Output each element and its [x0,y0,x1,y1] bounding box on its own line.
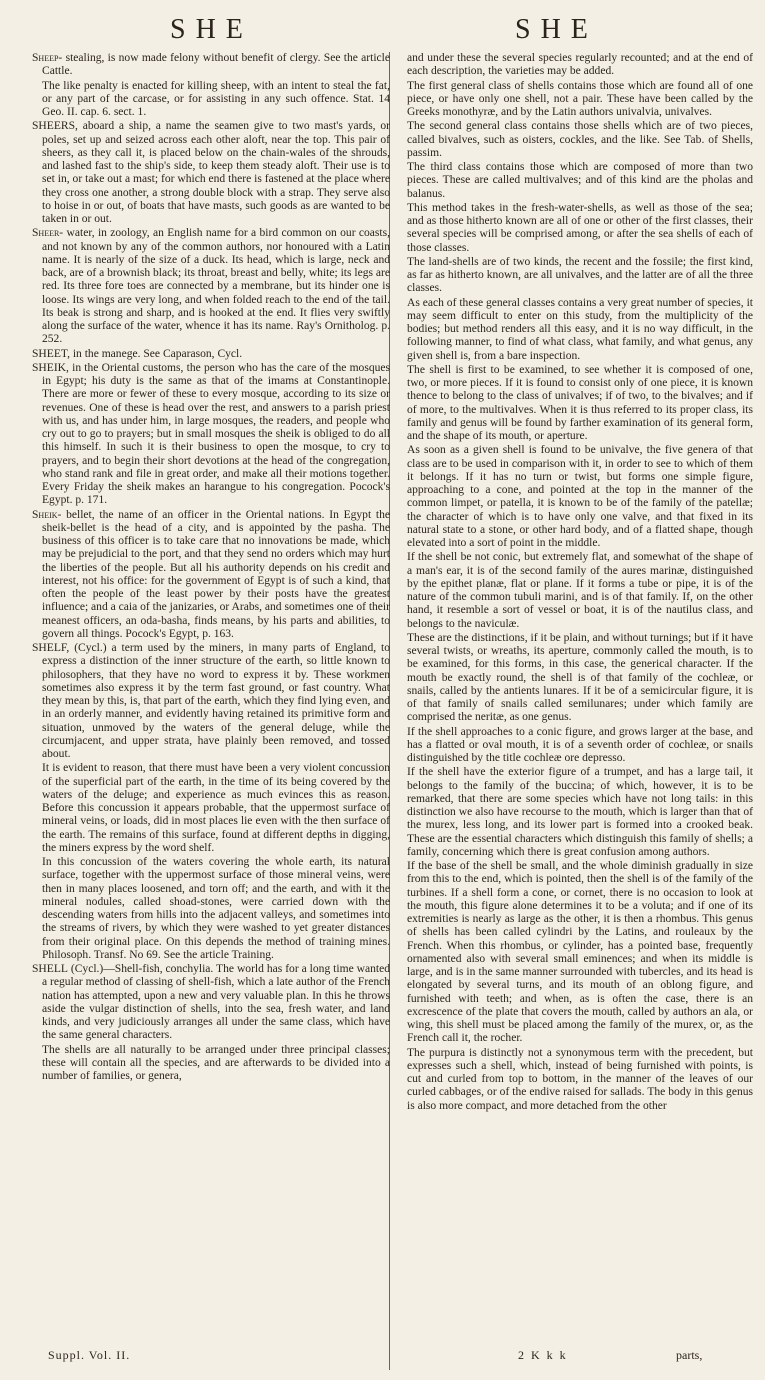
entry-headword: Sheep- [32,52,63,64]
paragraph: and under these the several species regularly recounted; and at the end of each description, the varieties may be added. [407,52,753,78]
dictionary-entry [32,80,390,120]
entry-headword: SHEIK, [32,361,69,374]
paragraph: The land-shells are of two kinds, the recent and the fossile; the first kind, as far as hitherto known, are all univalves, and the latter are of all the three classes. [407,255,753,295]
paragraph: The third class contains those which are composed of more than two pieces. These are called multivalves; and of this kind are the pholas and balanus. [407,161,753,200]
dictionary-entry [32,963,390,1043]
entry-text: (Cycl.)—Shell-fish, conchylia. The world has for a long time wanted a regular method of classing of shell-fish, which a late author of the French nation has attempted, upon a new and very valuable plan. In this he throws aside the vulgar distinction of shells, into the sea, fresh water, and land kinds, and very judiciously arranges all under the same class, which have the same general characters. [42,963,390,1042]
dictionary-entry [32,227,390,346]
entry-headword: Sheer- [32,227,64,240]
dictionary-entry [32,52,390,79]
paragraph: If the shell approaches to a conic figure, and grows larger at the base, and has a flatted or oval mouth, it is of a seventh order of cochleæ, or snails distinguished by the title cochleæ ore depresso. [407,725,753,764]
paragraph: The first general class of shells contains those which are found all of one piece, or have only one shell, not a pair. These have been called by the Greeks monothyræ, and by the Latin authors univalvia, univalves. [407,79,753,118]
entry-text: The like penalty is enacted for killing sheep, with an intent to steal the fat, or any part of the carcase, or for assisting in any such offence. Stat. 14 Geo. II. cap. 6. sect. 1. [42,79,390,118]
entry-headword: SHELL [32,963,68,975]
dictionary-entry [32,509,390,642]
right-column [397,52,753,1114]
paragraph: The shell is first to be examined, to see whether it is composed of one, two, or more pieces. If it is found to consist only of one piece, it is known thence to belong to the class of univalves; if of two, to the bivalves; and if of more, to the multivalves. When it is thus referred to its proper class, its family and genus will be found by farther examination of its general form, and the shape of its mouth, or aperture. [407,363,753,442]
paragraph: The purpura is distinctly not a synonymous term with the precedent, but expresses such a shell, which, instead of being furnished with points, is cut and curled from top to bottom, in the manner of the leaves of our curled cabbages, or of the endive raised for sallads. The body in this genus is also more compact, and more detached from the other [407,1046,753,1112]
paragraph: If the base of the shell be small, and the whole diminish gradually in size from this to the end, which is pointed, then the shell is of the family of the turbines. If a shell form a cone, or cornet, there is no occasion to look at the mouth, this figure alone determines it to be a voluta; and if one of its extremities is nearly as large as the other, it is then a rhombus. This genus of shells has been called cylindri by the Latins, and rouleaux by the French. When this rhombus, or cylinder, has a pointed base, frequently ornamented also with several small eminences; and when its middle is large, and is in the same manner surrounded with tubercles, and its head is elongated by several turns, and its mouth of an oblong figure, and furnished with teeth; and when, as is often the case, there is an excrescence of the plate that covers the mouth, called by authors an ala, or wing, this shell must be placed among the family of the murex, or, as the French call it, the rocher. [407,860,753,1045]
paragraph: As each of these general classes contains a very great number of species, it may seem difficult to enter on this study, from the multiplicity of the bodies; but method renders all this easy, and it is no way difficult, in the following manner, to find of what class, what family, and what genus, any given shell is, from a bare inspection. [407,296,753,362]
entry-headword: Sheik- [32,508,62,521]
entry-text: in the Oriental customs, the person who has the care of the mosques in Egypt; his duty is the same as that of the imams at Constantinople. There are more or fewer of these to every mosque, according to its size or revenues. One of these is head over the rest, and answers to a parish priest with us, and has under him, in large mosques, the readers, and people who cry out to go to prayers; but in small mosques the sheik is obliged to do all this himself. In such it is their business to open the mosque, to cry to prayers, and to begin their short devotions at the head of the congregation, who stand rank and file in great order, and make all their motions together. Every Friday the sheik makes an harangue to his congregation. Pocock's Egypt. p. 171. [42,361,390,507]
dictionary-entry [32,362,390,508]
entry-text: (Cycl.) a term used by the miners, in many parts of England, to express a distinction of the inner structure of the earth, so little known to philosophers, that they have no word to express it by. These workmen sometimes also express it by the term fast ground, or fast country. What they mean by this, is, that part of the earth, which they find lying even, and in an orderly manner, and evidently having retained its primitive form and situation, unmoved by the waters of the general deluge, while the circumjacent, and upper strata, have plainly been removed, and tossed about. [42,642,390,760]
running-header [0,14,765,48]
paragraph: If the shell have the exterior figure of a trumpet, and has a large tail, it belongs to the family of the buccina; of which, however, it is to be remarked, that there are some species which have not long tails: in this distinction we also have recourse to the mouth, which is larger than that of the murex, less long, and its lower part is formed into a crooked beak. These are the essential characters which distinguish this family of shells; a family, concerning which there is great confusion among authors. [407,766,753,858]
entry-text: It is evident to reason, that there must have been a very violent concussion of the superficial part of the earth, in the time of its being covered by the waters of the deluge; and experience as much evinces this as reason. Before this concussion it appears probable, that the uppermost surface of mineral veins, or loads, did in most places lie even with the then surface of the earth. The remains of this surface, found at different depths in digging, the miners express by the word shelf. [42,762,390,854]
dictionary-entry [32,120,390,226]
dictionary-entry [32,642,390,761]
paragraph: This method takes in the fresh-water-shells, as well as those of the sea; and as those hitherto known are all of one or other of the first classes, their several species will be comprised among, or after the sea shells of each of those classes. [407,201,753,254]
catchword: parts, [676,1348,703,1362]
entry-headword: SHEERS, [32,120,78,133]
entry-text: stealing, is now made felony without benefit of clergy. See the article Cattle. [42,52,390,78]
paragraph: If the shell be not conic, but extremely flat, and somewhat of the shape of a man's ear, it is of the second family of the aures marinæ, distinguished by the epithet planæ, flat or plane. If it forms a tube or pipe, it is of the nature of the common tubuli marini, and is of that family. If, on the other hand, it resemble a sort of vessel or boat, it is of the nautilus class, and belongs to the naviculæ. [407,551,753,630]
paragraph: As soon as a given shell is found to be univalve, the five genera of that class are to be used in comparison with it, in order to see to which of them it belongs. If it has no turn or twist, but forms one simple figure, approaching to a cone, and pointed at the top in the manner of the common limpet, or patella, it is known to be of the family of the patellæ; the character of which is to have only one valve, and that fixed in its natural state to a stone, or other hard body, and of a flatted shape, though elevated into a sort of point in the middle. [407,444,753,549]
paragraph: The second general class contains those shells which are of two pieces, called bivalves, such as oisters, cockles, and the like. See Tab. of Shells, passim. [407,120,753,159]
entry-text: water, in zoology, an English name for a bird common on our coasts, and not known by any of the common authors, nor honoured with a Latin name. It is nearly of the size of a duck. Its head, which is large, neck and back, are of a brownish black; its throat, breast and belly, white; its legs are red. Its three fore toes are connected by a membrane, but its hinder one is loose. Its wings are very long, and when folded reach to the end of the tail. Its beak is strong and sharp, and is hooked at the end. It flies very swiftly along the surface of the water, whence it has its name. Ray's Ornitholog. p. 252. [42,227,390,346]
left-column [32,52,390,1084]
header-left: SHE [170,14,253,45]
entry-text: aboard a ship, a name the seamen give to two mast's yards, or poles, set up and seized across each other aloft, near the top. This pair of sheers, as they call it, is placed below on the chain-wales of the shrouds, and lashed fast to the ship's side, to keep them steady aloft. Their use is to set in, or take out a mast; for which end there is fastened at the place where they cross one another, a strong double block with a strap. They serve also to hoise in or out, of boats that have masts, such goods as are wanted to be taken in or out. [42,120,390,225]
dictionary-entry [32,348,390,361]
entry-headword: SHELF, [32,642,70,654]
entry-text: The shells are all naturally to be arranged under three principal classes; these will contain all the species, and are afterwards to be divided into a number of families, or genera, [42,1043,390,1082]
paragraph: These are the distinctions, if it be plain, and without turnings; but if it have several twists, or wreaths, its aperture, commonly called the mouth, is to be examined, for this forms, in this case, the generical character. If the mouth be exactly round, the shell is of that family of the cochleæ, or snails, called by the antients lunares. If it be of a semicircular figure, it is of that family of snails called semilunares; under which family are comprised the neritæ, as one genus. [407,631,753,724]
signature-mark: 2 K k k [518,1348,568,1362]
volume-footer: Suppl. Vol. II. [48,1348,131,1362]
entry-headword: SHEET, [32,347,70,360]
entry-text: In this concussion of the waters covering the whole earth, its natural surface, together with the uppermost surface of those mineral veins, were then in many places loosened, and torn off; and the earth, and with it the mineral nodules, called shoad-stones, were carried down with the descending waters from hills into the adjacent valleys, and sometimes into the streams of rivers, by which they were washed to yet greater distances from their original place. On this depends the method of training mines. Philosoph. Transf. No 69. See the article Training. [42,856,390,961]
header-right: SHE [515,14,598,45]
entry-text: in the manege. See Caparason, Cycl. [72,347,243,360]
dictionary-entry [32,762,390,855]
dictionary-entry [32,1044,390,1084]
dictionary-entry [32,856,390,962]
entry-text: bellet, the name of an officer in the Oriental nations. In Egypt the sheik-bellet is the head of a city, and is appointed by the pasha. The business of this officer is to take care that no innovations be made, which may be prejudicial to the port, and that they send no orders which may hurt the liberties of the people. But all his authority depends on his credit and interest, not his office: for the government of Egypt is of such a kind, that often the people of the least power by their posts have the greatest influence; and a caia of the janizaries, or Arabs, and sometimes one of their meanest officers, an oda-basha, finds means, by his parts and abilities, to govern all things. Pocock's Egypt, p. 163. [42,508,390,640]
